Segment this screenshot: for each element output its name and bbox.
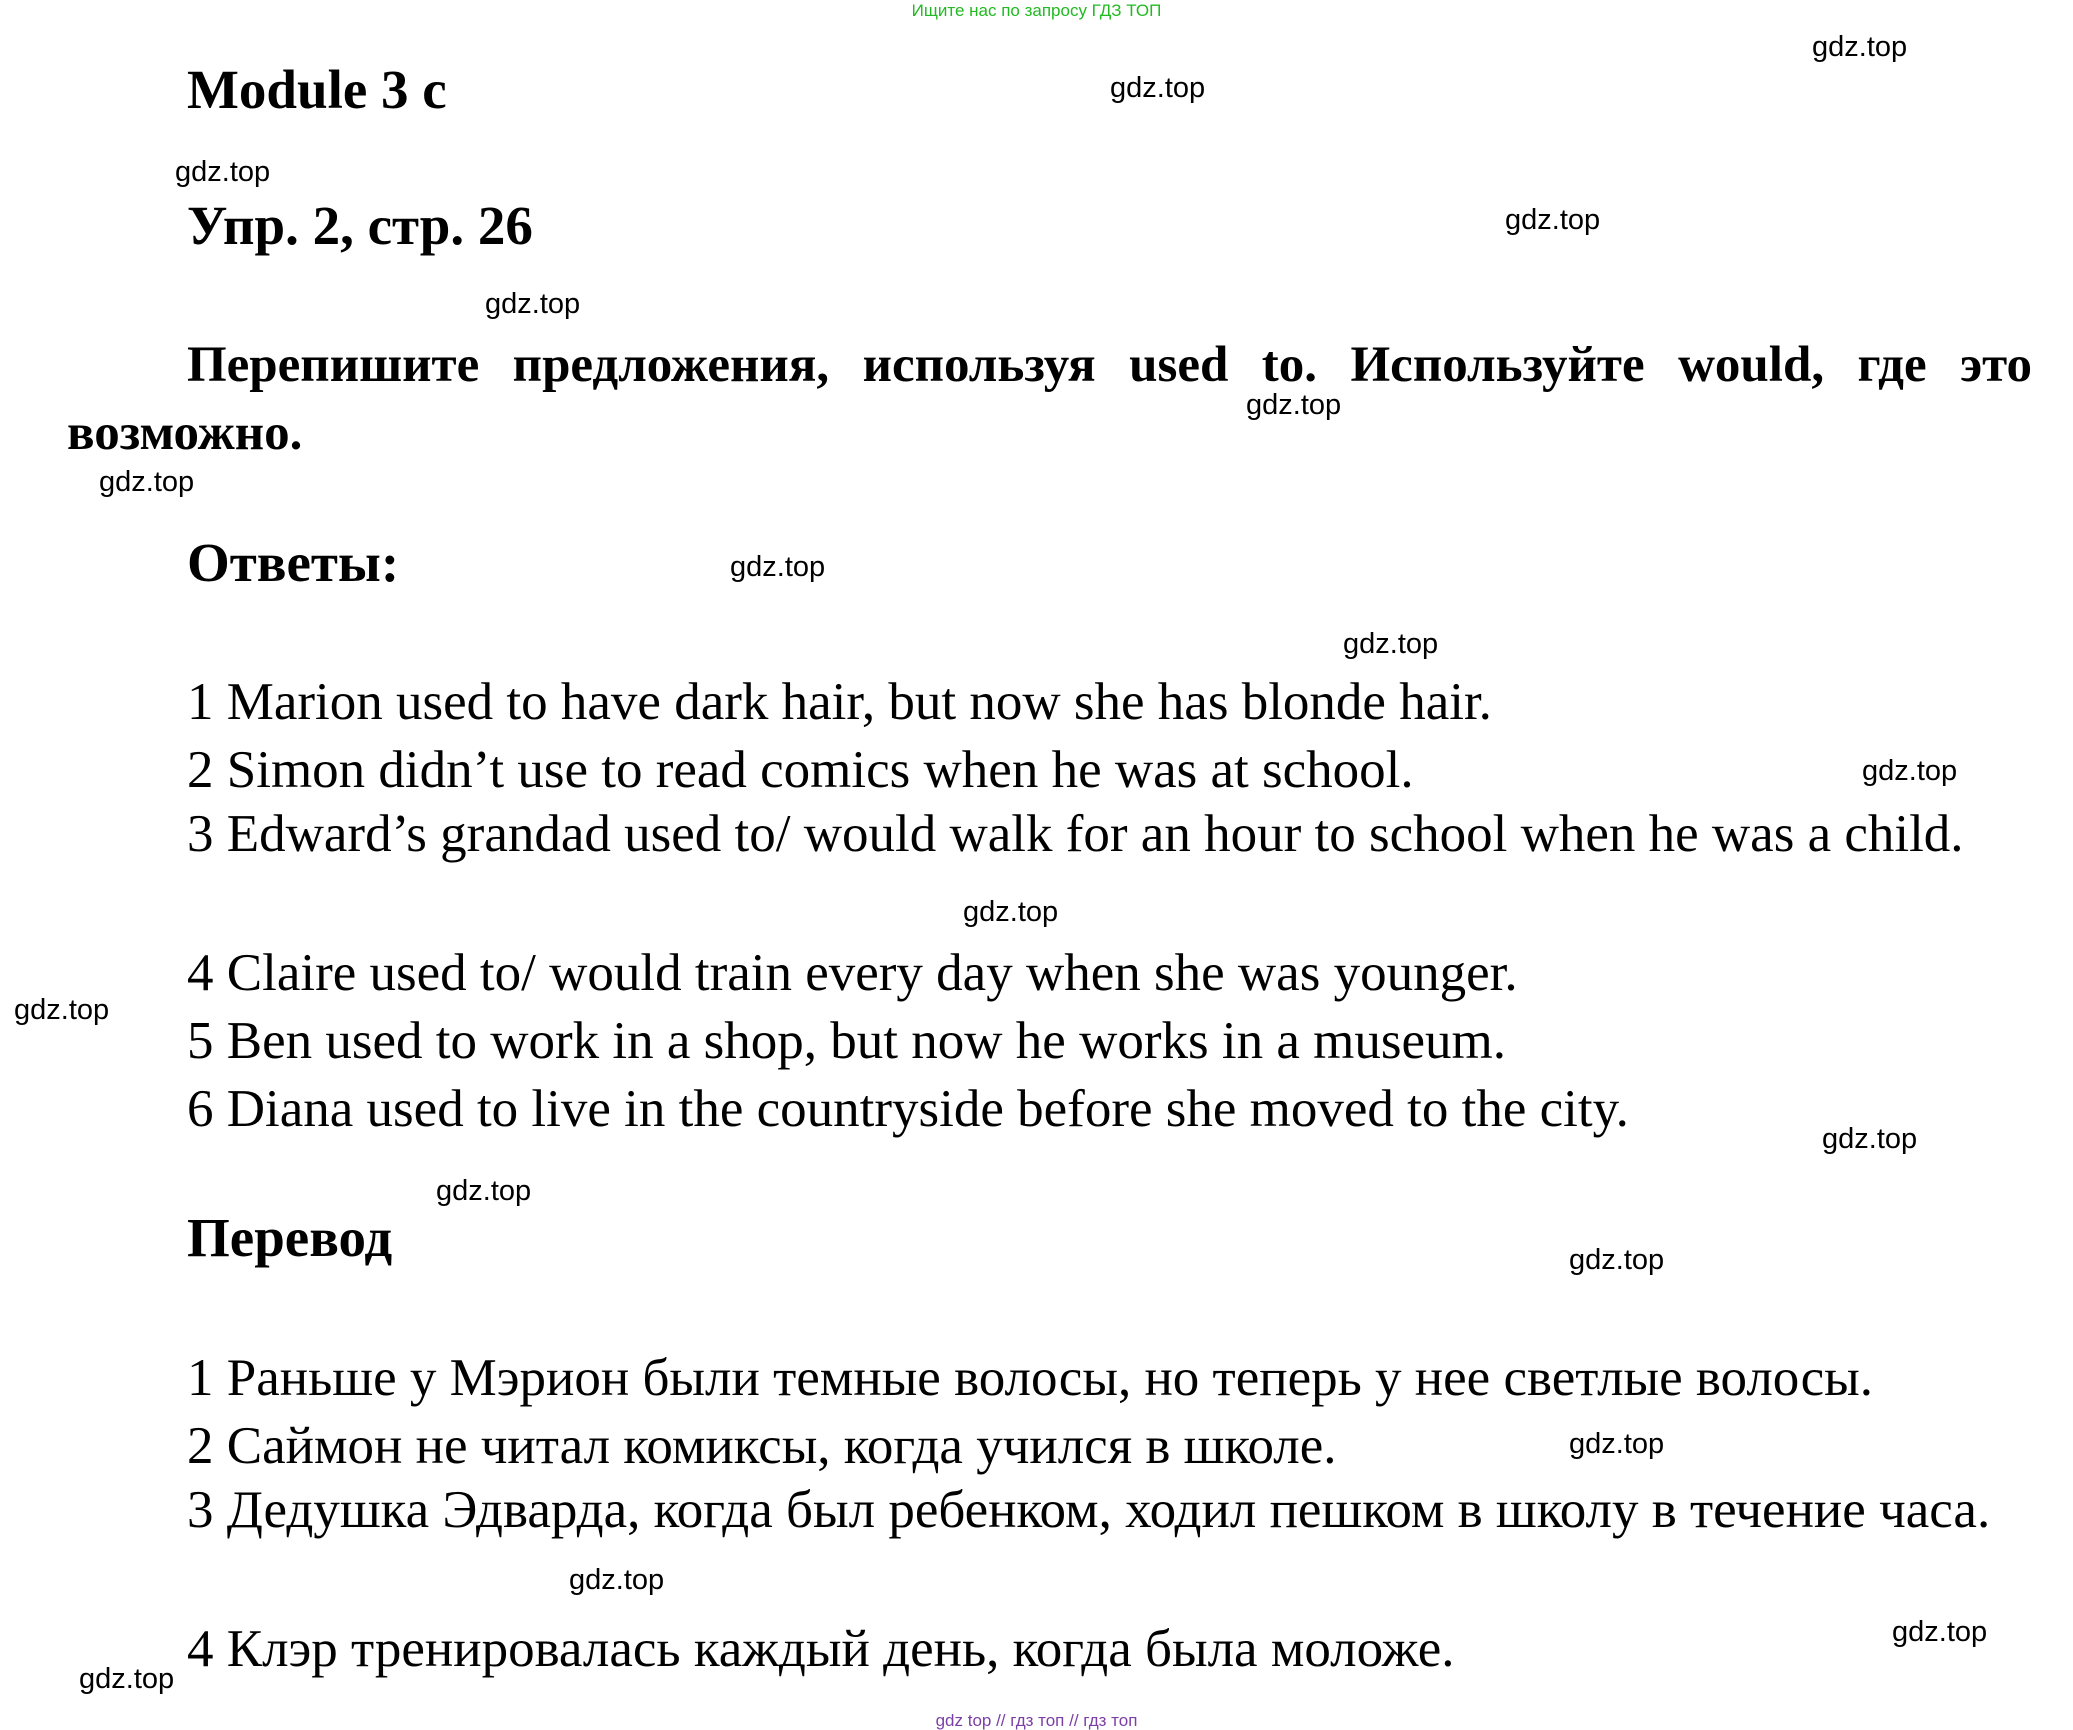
watermark: gdz.top — [1343, 628, 1439, 660]
answer-item: 4 Claire used to/ would train every day when she was younger. — [187, 944, 1518, 1002]
answer-item: 3 Edward’s grandad used to/ would walk for an hour to school when he was a child. — [187, 805, 1964, 863]
watermark: gdz.top — [14, 994, 110, 1026]
watermark: gdz.top — [436, 1175, 532, 1207]
watermark: gdz.top — [1505, 204, 1601, 236]
translation-item: 2 Саймон не читал комиксы, когда учился в школе. — [187, 1417, 1337, 1475]
watermark: gdz.top — [1822, 1123, 1918, 1155]
task-instruction: Перепишите предложения, используя used to. Используйте would, где это возможно. — [67, 337, 2032, 461]
answer-item: 6 Diana used to live in the countryside before she moved to the city. — [187, 1080, 1629, 1138]
footer-note: gdz top // гдз топ // гдз топ — [935, 1711, 1138, 1730]
watermark: gdz.top — [963, 896, 1059, 928]
watermark: gdz.top — [1892, 1616, 1988, 1648]
watermark: gdz.top — [1110, 72, 1206, 104]
module-title: Module 3 c — [187, 59, 447, 120]
translation-item: 3 Дедушка Эдварда, когда был ребенком, ходил пешком в школу в течение часа. — [187, 1481, 1991, 1539]
answers-heading: Ответы: — [187, 532, 400, 593]
translation-item: 1 Раньше у Мэрион были темные волосы, но теперь у нее светлые волосы. — [187, 1349, 1874, 1407]
watermark: gdz.top — [1569, 1428, 1665, 1460]
watermark: gdz.top — [99, 466, 195, 498]
watermark: gdz.top — [1862, 755, 1958, 787]
answer-item: 2 Simon didn’t use to read comics when he was at school. — [187, 741, 1414, 799]
translation-item: 4 Клэр тренировалась каждый день, когда была моложе. — [187, 1620, 1455, 1678]
watermark: gdz.top — [175, 156, 271, 188]
watermark: gdz.top — [79, 1663, 175, 1695]
header-note: Ищите нас по запросу ГДЗ ТОП — [911, 1, 1162, 20]
watermark: gdz.top — [730, 551, 826, 583]
watermark: gdz.top — [1246, 389, 1342, 421]
answer-item: 1 Marion used to have dark hair, but now she has blonde hair. — [187, 673, 1492, 731]
answer-item: 5 Ben used to work in a shop, but now he works in a museum. — [187, 1012, 1506, 1070]
translation-heading: Перевод — [187, 1207, 393, 1268]
exercise-heading: Упр. 2, стр. 26 — [187, 195, 533, 256]
watermark: gdz.top — [569, 1564, 665, 1596]
watermark: gdz.top — [485, 288, 581, 320]
watermark: gdz.top — [1812, 31, 1908, 63]
watermark: gdz.top — [1569, 1244, 1665, 1276]
